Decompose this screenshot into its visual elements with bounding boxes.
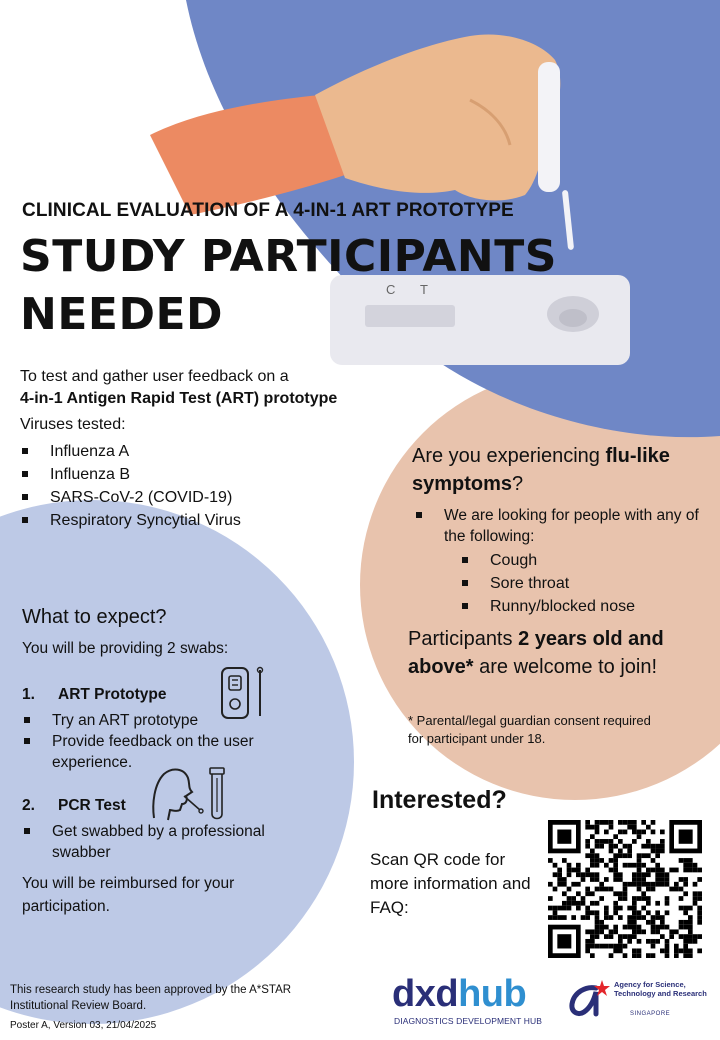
headline-line-2: NEEDED xyxy=(20,289,224,340)
step-1-number: 1. xyxy=(22,686,35,703)
astar-logo-icon xyxy=(566,978,610,1022)
study-eyebrow: CLINICAL EVALUATION OF A 4-IN-1 ART PROTOTYPE xyxy=(22,200,514,221)
dxdhub-logo-part1: dxd xyxy=(392,973,459,1015)
expect-title: What to expect? xyxy=(22,606,167,628)
list-item: Provide feedback on the user experience. xyxy=(22,731,302,773)
consent-note: * Parental/legal guardian consent required for participant under 18. xyxy=(408,713,651,746)
expect-subtitle: You will be providing 2 swabs: xyxy=(22,640,229,657)
reimbursement-text: You will be reimbursed for your participation. xyxy=(22,875,235,915)
participants-bold: 2 years old and above* xyxy=(408,628,664,678)
participants-prefix: Participants xyxy=(408,628,519,650)
astar-name: Agency for Science, Technology and Research xyxy=(614,980,707,998)
page-title xyxy=(20,228,580,344)
step-1-heading xyxy=(22,686,167,704)
dxdhub-logo-part2: hub xyxy=(458,973,527,1015)
list-item: Sore throat xyxy=(460,572,635,595)
poster-version: Poster A, Version 03, 21/04/2025 xyxy=(10,1020,157,1031)
qr-code[interactable] xyxy=(548,820,702,958)
step-2-title: PCR Test xyxy=(58,797,126,814)
list-item: Influenza B xyxy=(20,463,241,486)
list-item: Try an ART prototype xyxy=(22,710,302,731)
list-item: Influenza A xyxy=(20,440,241,463)
art-test-icon xyxy=(220,666,266,720)
intro-line-1: To test and gather user feedback on a xyxy=(20,368,289,385)
list-item: We are looking for people with any of the following: xyxy=(414,505,704,547)
flu-question xyxy=(412,442,702,498)
cassette-c-label: C xyxy=(386,282,396,297)
cassette-t-label: T xyxy=(420,282,428,297)
flu-question-prefix: Are you experiencing xyxy=(412,445,606,467)
irb-approval-text: This research study has been approved by the A*STAR Institutional Review Board. xyxy=(10,984,292,1012)
participants-suffix: are welcome to join! xyxy=(473,656,658,678)
dxdhub-logo xyxy=(392,974,526,1014)
dxdhub-subtitle: DIAGNOSTICS DEVELOPMENT HUB xyxy=(394,1016,543,1026)
headline-line-1: STUDY PARTICIPANTS xyxy=(20,231,557,282)
virus-list xyxy=(20,440,241,532)
intro-text xyxy=(20,366,380,410)
step-1-title: ART Prototype xyxy=(58,686,167,703)
step-2-number: 2. xyxy=(22,797,35,814)
pcr-swab-icon xyxy=(150,764,232,822)
looking-for-list xyxy=(414,505,704,547)
viruses-title: Viruses tested: xyxy=(20,416,126,433)
list-item: SARS-CoV-2 (COVID-19) xyxy=(20,486,241,509)
intro-line-2: 4-in-1 Antigen Rapid Test (ART) prototype xyxy=(20,390,338,407)
list-item: Respiratory Syncytial Virus xyxy=(20,509,241,532)
astar-country: SINGAPORE xyxy=(630,1011,671,1017)
scan-instructions: Scan QR code for more information and FAQ: xyxy=(370,850,531,917)
flu-question-suffix: ? xyxy=(512,473,524,495)
list-item: Get swabbed by a professional swabber xyxy=(22,821,312,863)
list-item: Runny/blocked nose xyxy=(460,595,635,618)
flu-question-bold: flu-like symptoms xyxy=(412,445,670,495)
list-item: Cough xyxy=(460,549,635,572)
symptom-list xyxy=(460,549,635,618)
step-2-list xyxy=(22,821,312,863)
interested-heading: Interested? xyxy=(372,786,507,814)
step-2-heading xyxy=(22,797,126,815)
participants-text xyxy=(408,625,708,681)
